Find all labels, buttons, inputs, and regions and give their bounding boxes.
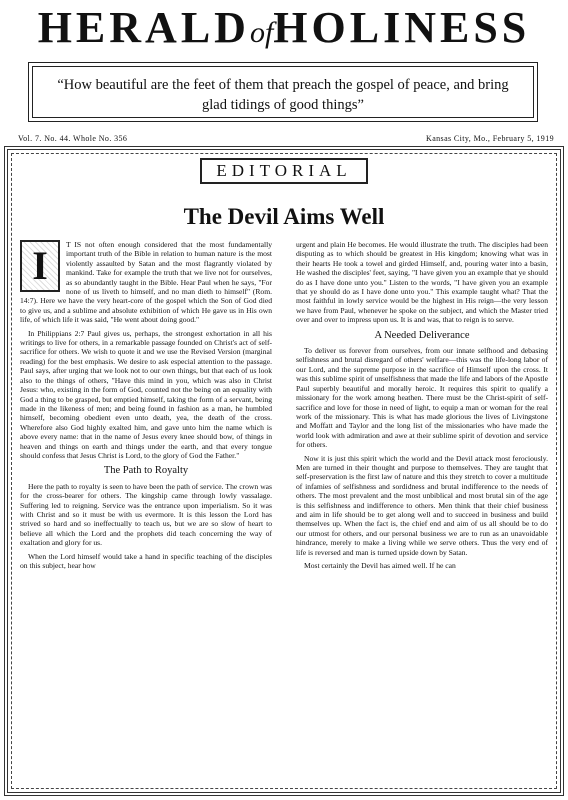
editorial-banner: EDITORIAL <box>200 158 368 184</box>
title-of: of <box>249 16 274 49</box>
paragraph: Here the path to royalty is seen to have been the path of service. The crown was for the cross-bearer for others. The kingship came through lowly vassalage. Suffering led to reigning. Service was the entrance upon imperialism. So it was with Christ and so it must be with us evermore. It is this lesson the Lord has strived so hard and so ineffectually to teach us, but we are so slow of heart to believe all which the Lord and the prophets did teach concerning the way of exaltation and glory for us. <box>20 481 272 548</box>
issue-volume-group <box>18 134 127 143</box>
newspaper-title <box>0 3 568 55</box>
right-column <box>296 240 548 574</box>
dropcap-letter: I <box>20 240 60 292</box>
tagline: “How beautiful are the feet of them that preach the gospel of peace, and bring glad tidings of good things” <box>57 77 509 113</box>
tagline-box <box>28 62 538 122</box>
subheading: The Path to Royalty <box>103 465 189 477</box>
paragraph: When the Lord himself would take a hand in specific teaching of the disciples on this subject, hear how <box>20 551 272 570</box>
paragraph: To deliver us forever from ourselves, from our innate selfhood and debasing selfishness and brutal disregard of others' welfare—this was the life-long labor of our Lord, and the supreme purpose in the sacrifice of Himself upon the cross. It was this sublime spirit of unselfishness that made the life and labors of the Apostle Paul superbly beautiful and morally heroic. It requires this spirit to qualify a missionary for the work among heathen. There must be the Christ-spirit of self-sacrifice and love for those in need of light, to equip a man or woman for the real work of the missionary. This is what has made glorious the lives of Livingstone and Moffatt and Taylor and the long list of the missionaries who have made the world look with admiration and awe at their sublime spirit of devotion and service for others. <box>296 346 548 450</box>
masthead <box>0 0 568 55</box>
paragraph: Most certainly the Devil has aimed well. If he can <box>304 561 456 570</box>
title-part1: HERALD <box>37 3 250 52</box>
paragraph: T IS not often enough considered that the most fundamentally important truth of the Bible in relation to human nature is the most violently assaulted by Satan and the most flagrantly violated by mankind. Take for example the truth that we live not for ourselves, as so abundantly taught in the Bible. Hear Paul when he says, "For none of us liveth to himself, and no man dieth to himself" (Rom. 14:7). Here we have the very heart-core of the gospel which the Son of God died to give us, and a sublime and absolute exhibition of which He gave us in His own life, of which life it was said, "He went about doing good." <box>20 240 272 325</box>
issue-whole-no: Whole No. 356 <box>73 134 128 143</box>
paragraph: In Philippians 2:7 Paul gives us, perhaps, the strongest exhortation in all his writings to live for others, in a remarkable passage founded on Christ's act of self-sacrifice for others. We wish to quote it and we use the Revised Version (marginal reading) for the best emphasis. We desire to ask especial attention to the passage. Paul says, after urging that we look not to our own things, but that each of us look also to the things of others, "Have this mind in you, which was also in Christ Jesus: who, existing in the form of God, counted not the being on an equality with God a thing to be grasped, but emptied himself, taking the form of a servant, being made in the likeness of men; and being found in fashion as a man, he humbled himself, becoming obedient even unto death, yea, the death of the cross. Wherefore also God highly exalted him, and gave unto him the name which is above every name: that in the name of Jesus every knee should bow, of things in heaven and things on earth and things under the earth, and that every tongue should confess that Jesus Christ is Lord, to the glory of God the Father." <box>20 328 272 460</box>
issue-place-date: Kansas City, Mo., February 5, 1919 <box>426 134 554 143</box>
paragraph: urgent and plain He becomes. He would illustrate the truth. The disciples had been disputing as to which should be greatest in His kingdom; knowing what was in their hearts He took a towel and girded Himself, and, pouring water into a basin, He washed the disciples' feet, saying, "I have given you an example that ye should do as I have done unto you." Listen to the words, "I have given you an example that ye should do as I have done unto you." This example taught what? That the most faithful in lowly service would be the highest in His reign—the very lesson we have from Paul, whenever he spoke on the subject, and which the Master tried over and over to impress upon us. It is and was, that to reign is to serve. <box>296 240 548 325</box>
left-column <box>20 240 272 574</box>
title-part2: HOLINESS <box>273 3 531 52</box>
issue-line <box>18 134 554 143</box>
subheading: A Needed Deliverance <box>374 329 470 341</box>
issue-volume: Vol. 7. <box>18 134 42 143</box>
issue-number: No. 44. <box>44 134 71 143</box>
article-headline: The Devil Aims Well <box>183 204 385 229</box>
paragraph: Now it is just this spirit which the world and the Devil attack most ferociously. Men are turned in their thought and purpose to themselves. They are taught that self-preservation is the first law of nature and this they stretch to cover a multitude of infamies of selfishness and sordidness and brutal indifference to the needs of others. The most prevalent and the most unbiblical and most brutal sin of the age is this selfishness and indifference to others. Men think that their chief business and aim in life should be to get along well and to succeed in business and build themselves up. When the fact is, the chief end and aim of us all should be to do our utmost for others, and our personal business we are to run as an unavoidable hindrance, merely to make a living while we serve others. Thus the very end of life is reversed and man is turned upside down by Satan. <box>296 453 548 557</box>
